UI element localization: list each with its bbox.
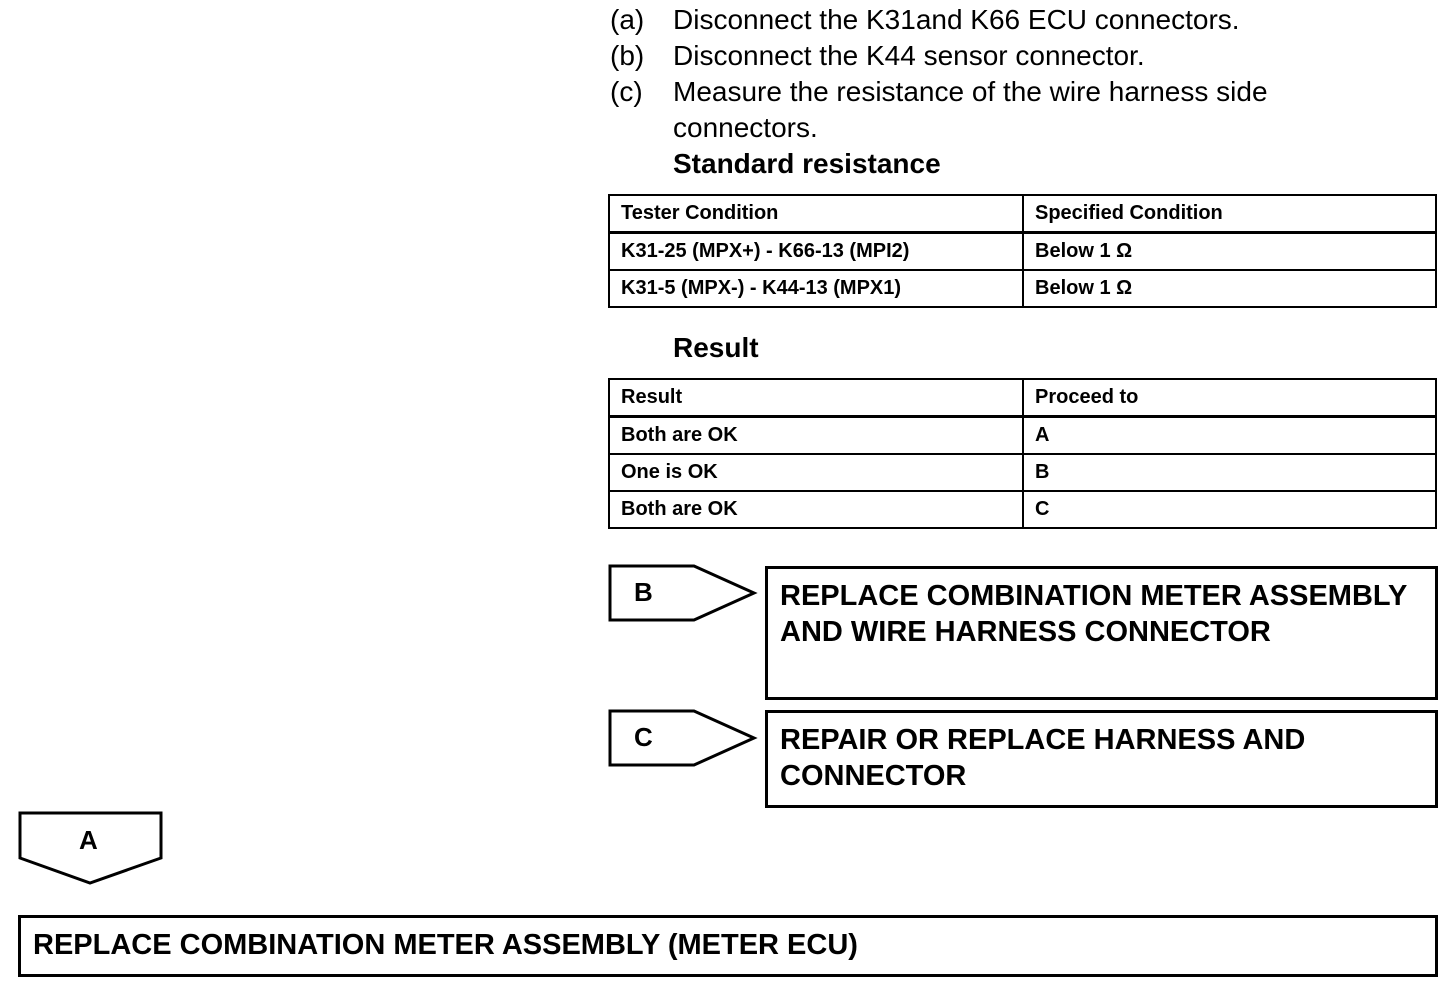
table-row: [609, 454, 1436, 491]
table-cell: Both are OK: [609, 417, 1023, 455]
table-cell: Both are OK: [609, 491, 1023, 528]
table-row: [609, 233, 1436, 271]
standard-resistance-table: [608, 194, 1437, 308]
branch-c-action-box: REPAIR OR REPLACE HARNESS AND CONNECTOR: [765, 710, 1438, 808]
table-header-row: [609, 379, 1436, 417]
branch-b-action-box: REPLACE COMBINATION METER ASSEMBLY AND WIRE HARNESS CONNECTOR: [765, 566, 1438, 700]
branch-b-arrow-icon: [608, 564, 758, 624]
table-cell: One is OK: [609, 454, 1023, 491]
branch-c-label: C: [634, 722, 653, 752]
table-cell: C: [1023, 491, 1436, 528]
step-text: Measure the resistance of the wire harness side connectors.: [673, 76, 1268, 143]
step-label: (b): [610, 40, 645, 71]
branch-b-label: B: [634, 577, 653, 607]
standard-resistance-heading: Standard resistance: [673, 148, 941, 179]
table-header-cell: Result: [609, 379, 1023, 417]
table-row: [609, 270, 1436, 307]
step-text: Disconnect the K44 sensor connector.: [673, 40, 1145, 71]
step-label: (c): [610, 76, 643, 107]
table-row: [609, 417, 1436, 455]
table-header-cell: Specified Condition: [1023, 195, 1436, 233]
table-header-cell: Proceed to: [1023, 379, 1436, 417]
step-c: [610, 74, 1440, 146]
step-text: Disconnect the K31and K66 ECU connectors.: [673, 4, 1240, 35]
step-a: [610, 2, 1440, 38]
branch-a-action-box: REPLACE COMBINATION METER ASSEMBLY (METER ECU): [18, 915, 1438, 977]
step-label: (a): [610, 4, 645, 35]
procedure-steps: [610, 2, 1440, 146]
table-cell: Below 1 Ω: [1023, 233, 1436, 271]
branch-a-label: A: [79, 825, 98, 855]
result-heading: Result: [673, 332, 759, 363]
table-row: [609, 491, 1436, 528]
table-header-row: [609, 195, 1436, 233]
step-b: [610, 38, 1440, 74]
table-cell: Below 1 Ω: [1023, 270, 1436, 307]
branch-c-arrow-icon: [608, 709, 758, 769]
result-table: [608, 378, 1437, 529]
table-cell: A: [1023, 417, 1436, 455]
table-cell: B: [1023, 454, 1436, 491]
table-cell: K31-5 (MPX-) - K44-13 (MPX1): [609, 270, 1023, 307]
table-cell: K31-25 (MPX+) - K66-13 (MPI2): [609, 233, 1023, 271]
table-header-cell: Tester Condition: [609, 195, 1023, 233]
